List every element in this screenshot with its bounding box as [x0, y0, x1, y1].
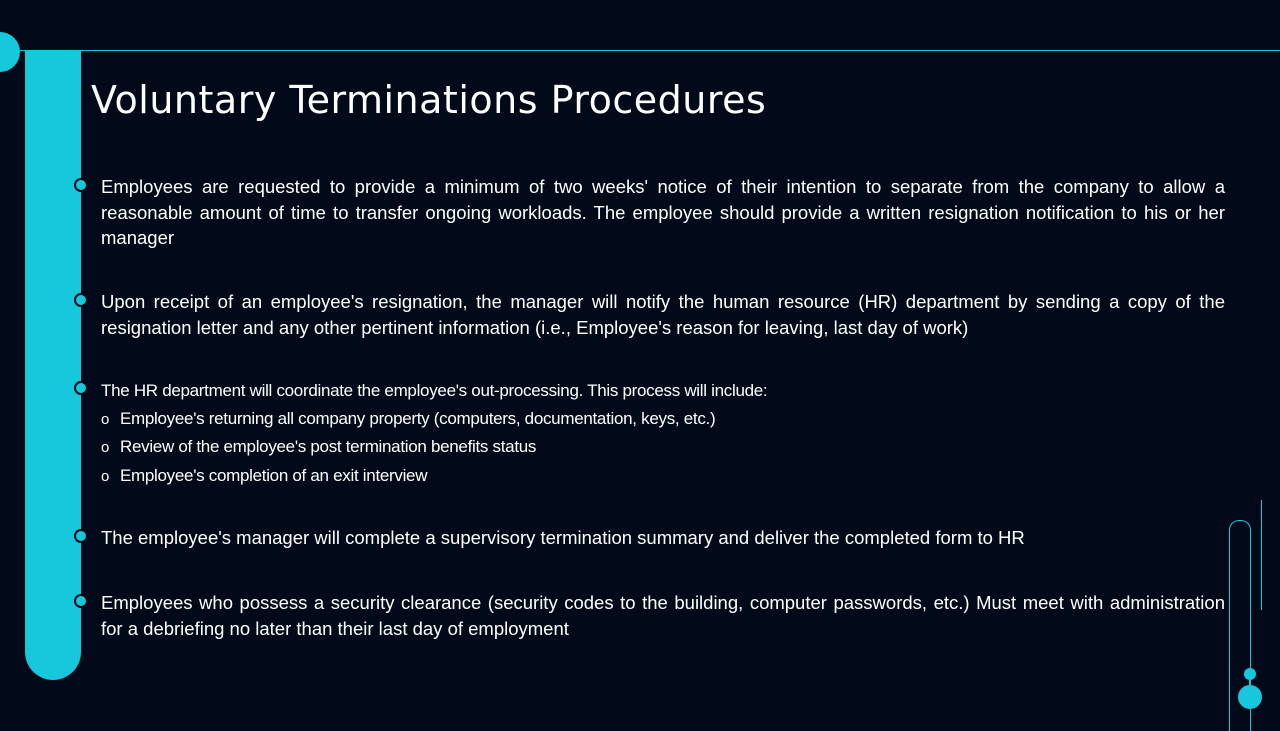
sub-list-item — [101, 433, 1225, 462]
circle-bullet-icon: o — [101, 467, 110, 485]
sub-item-text: Employee's completion of an exit interview — [120, 465, 428, 485]
sub-list-item — [101, 405, 1225, 434]
bullet-manager-notify-hr — [101, 289, 1225, 340]
bullet-security-clearance — [101, 590, 1225, 641]
top-divider-line — [20, 50, 1280, 51]
right-decoration-small-dot — [1244, 668, 1256, 680]
right-decoration-large-dot — [1238, 685, 1262, 709]
sub-list-item — [101, 462, 1225, 491]
sub-item-text: Employee's returning all company property (computers, documentation, keys, etc.) — [120, 408, 716, 428]
bullet-text: The HR department will coordinate the employee's out-processing. This process will include: — [101, 381, 768, 400]
bullet-text: Upon receipt of an employee's resignation, the manager will notify the human resource (HR) department by sending a copy of the resignation letter and any other pertinent information (i.e., Employee's reason for leaving, last day of work) — [101, 291, 1225, 338]
bullet-dot-icon — [74, 381, 88, 395]
circle-bullet-icon: o — [101, 439, 110, 456]
bullet-hr-out-processing — [101, 377, 1225, 490]
left-accent-bar — [25, 51, 81, 680]
bullet-text: The employee's manager will complete a supervisory termination summary and deliver the completed form to HR — [101, 527, 1025, 548]
sub-item-text: Review of the employee's post termination benefits status — [120, 437, 537, 456]
circle-bullet-icon: o — [101, 410, 110, 428]
sub-list — [101, 405, 1225, 491]
right-decoration-line — [1261, 500, 1262, 610]
slide-title: Voluntary Terminations Procedures — [91, 78, 767, 122]
corner-decoration-circle — [0, 32, 20, 72]
bullet-text: Employees are requested to provide a minimum of two weeks' notice of their intention to separate from the company to allow a reasonable amount of time to transfer ongoing workloads. The employee should provide a written resignation notification to his or her manager — [101, 176, 1225, 248]
bullet-dot-icon — [74, 529, 88, 543]
bullet-dot-icon — [74, 293, 88, 307]
bullet-dot-icon — [74, 594, 88, 608]
bullet-termination-summary — [101, 525, 1225, 551]
bullet-dot-icon — [74, 178, 88, 192]
bullet-text: Employees who possess a security clearance (security codes to the building, computer passwords, etc.) Must meet with administration for a debriefing no later than their last day of employment — [101, 592, 1225, 639]
bullet-notice-period — [101, 174, 1225, 251]
